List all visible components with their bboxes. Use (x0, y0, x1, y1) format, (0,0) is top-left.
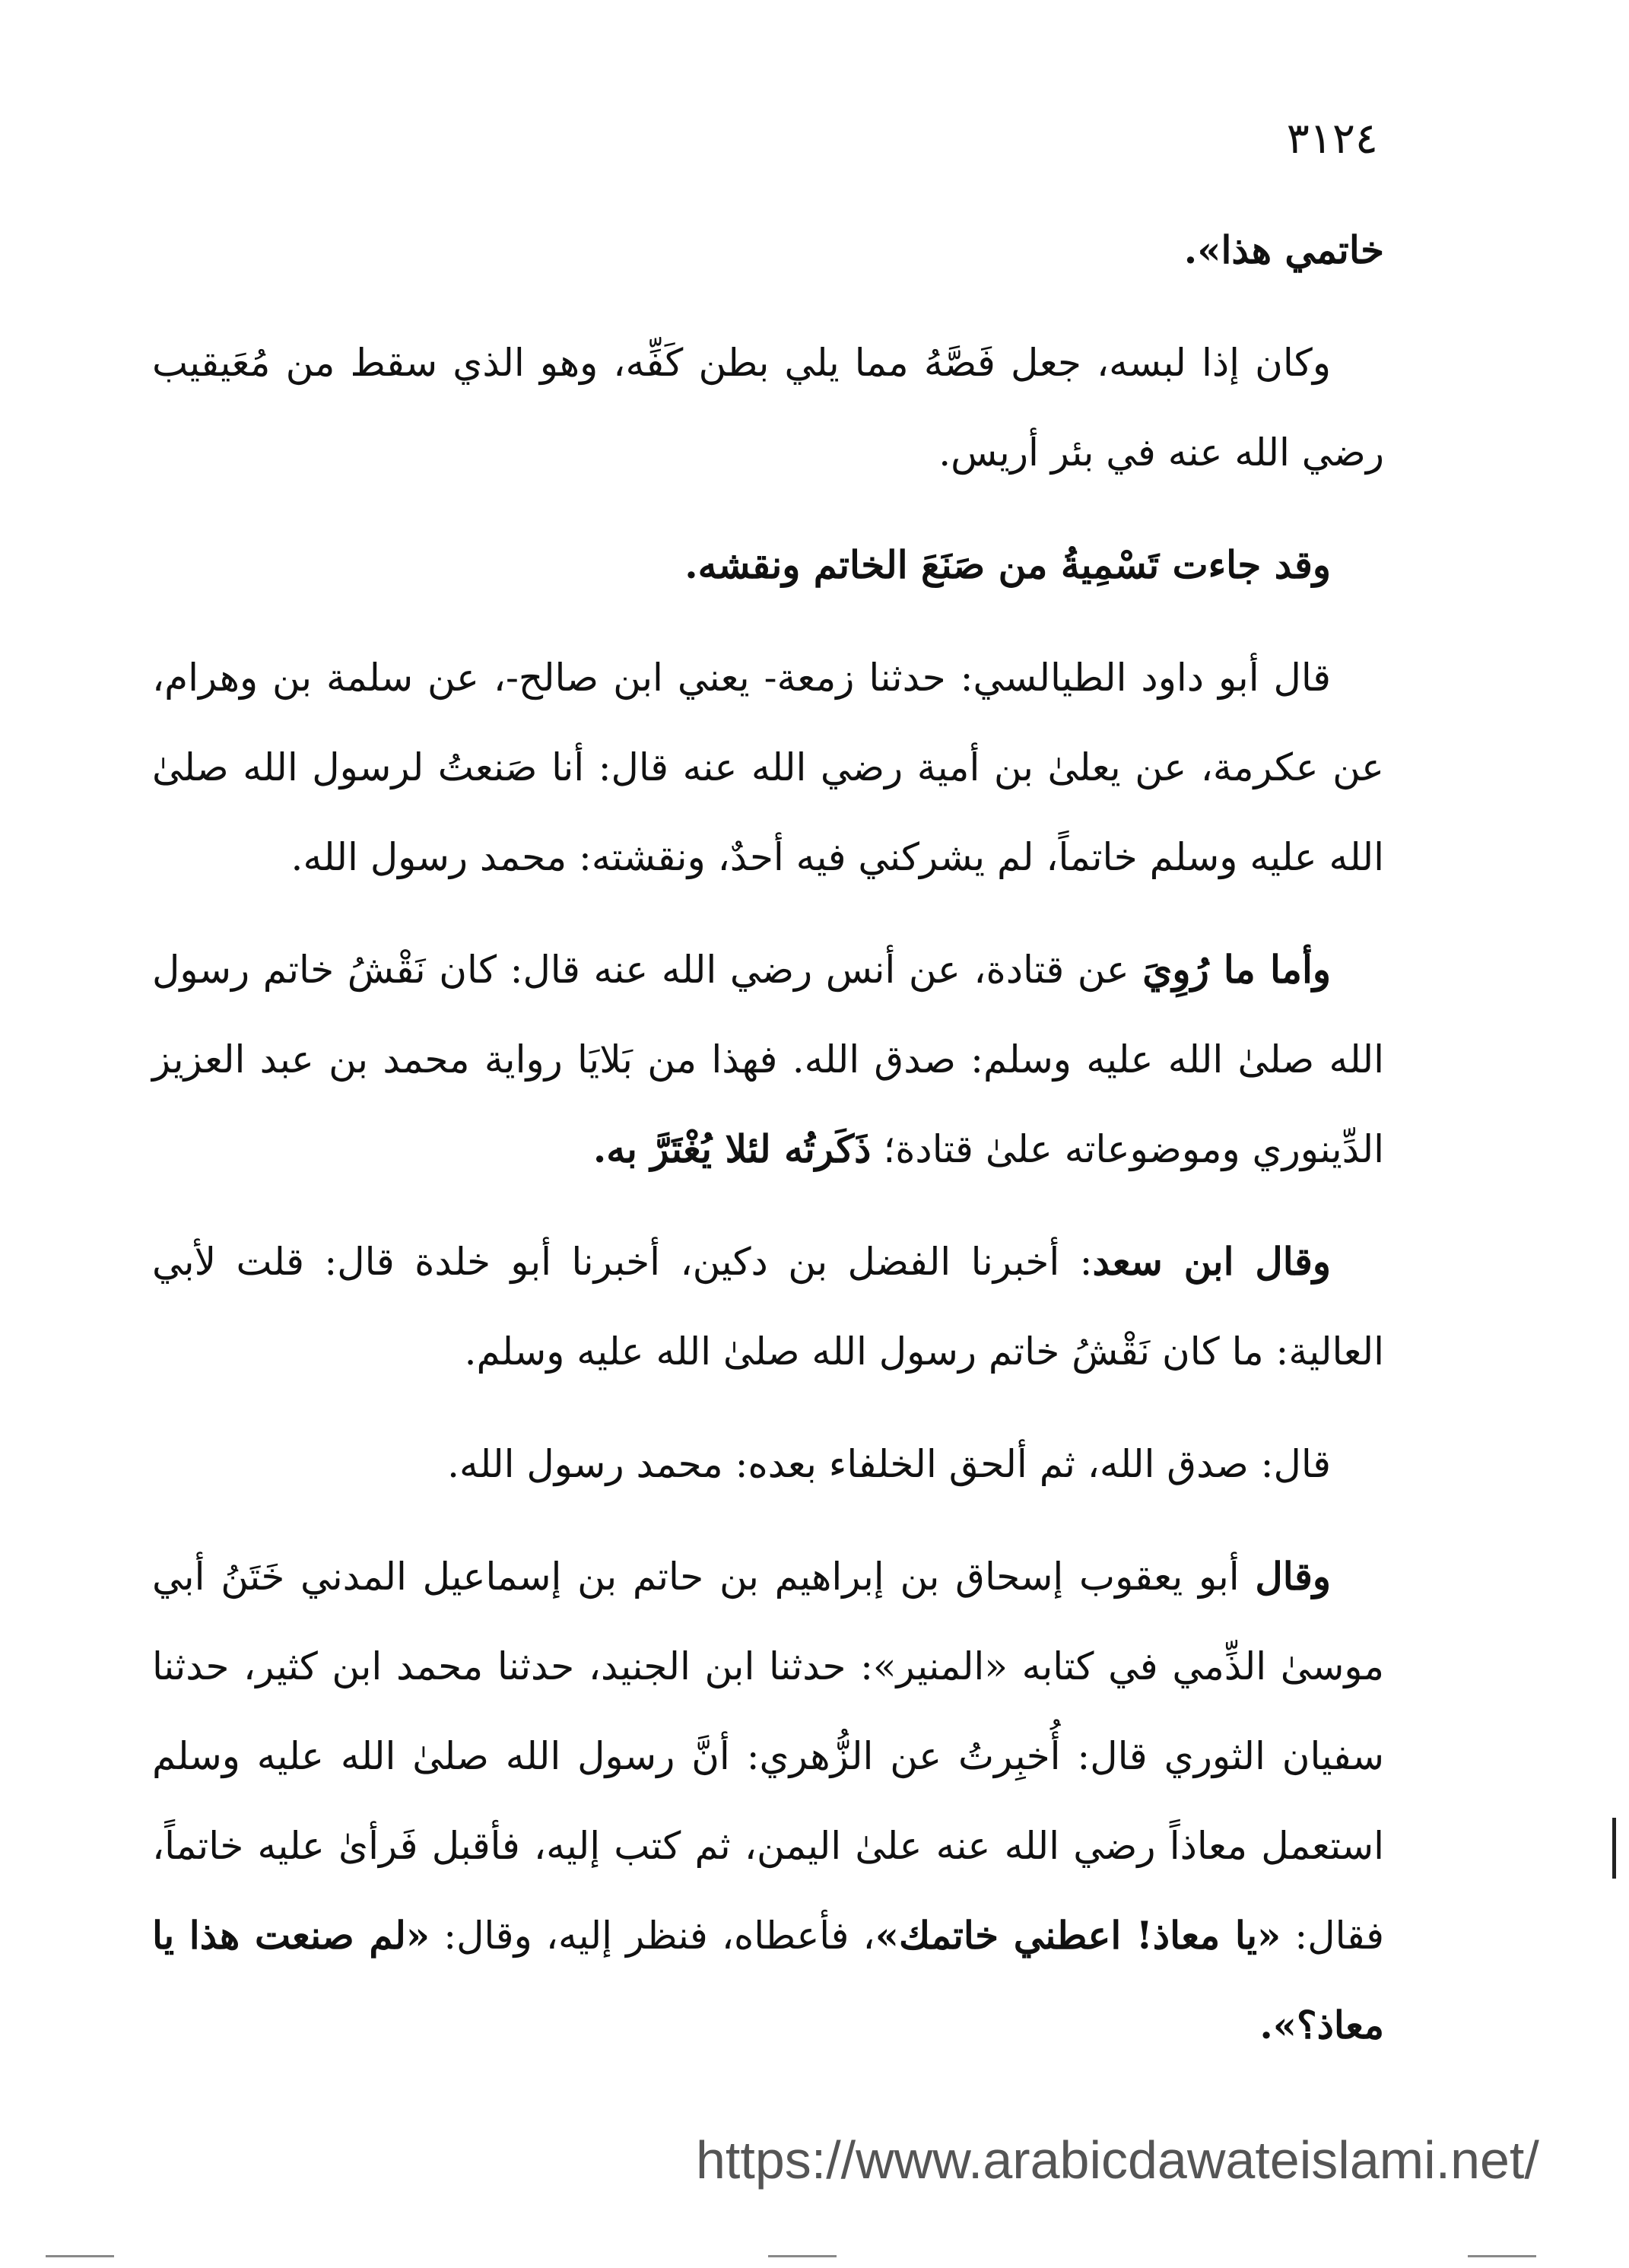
paragraph (152, 205, 1384, 295)
text-run: أبو يعقوب إسحاق بن إبراهيم بن حاتم بن إسماعيل المدني خَتَنُ أبي موسىٰ الذِّمي في كتابه «المنير»: حدثنا ابن الجنيد، حدثنا محمد ابن كثير، حدثنا سفيان الثوري قال: أُخبِرتُ عن الزُّهري: أنَّ رسول الله صلىٰ الله عليه وسلم استعمل معاذاً رضي الله عنه علىٰ اليمن، ثم كتب إليه، فأقبل فَرأىٰ عليه خاتماً، فقال: (152, 1555, 1385, 1958)
bold-text: خاتمي هذا». (1183, 227, 1384, 272)
bold-text: وأما ما رُوِيَ (1142, 947, 1332, 992)
bold-text: وقال ابن سعد (1092, 1239, 1331, 1284)
bold-text: وقد جاءت تَسْمِيةُ من صَنَعَ الخاتم ونقشه. (684, 542, 1331, 587)
footer-url: https://www.arabicdawateislami.net/ (696, 2130, 1539, 2190)
paragraph (152, 1532, 1384, 2070)
paragraph (152, 633, 1384, 902)
bottom-mark (1468, 2255, 1536, 2257)
text-run: ، فأعطاه، فنظر إليه، وقال: (430, 1914, 875, 1958)
paragraph (152, 318, 1384, 497)
paragraph (152, 925, 1384, 1194)
bold-text: «لم صنعت هذا يا معاذ؟». (152, 1913, 1384, 2047)
bottom-mark (768, 2255, 837, 2257)
text-run: قال (1259, 656, 1332, 700)
paragraph (152, 1217, 1384, 1396)
document-body (152, 205, 1384, 2093)
text-run: وكان إذا لبسه، جعل فَصَّهُ مما يلي بطن كَفِّه، وهو الذي سقط من مُعَيقيب رضي الله عنه في بئر أريس. (152, 341, 1384, 475)
paragraph (152, 520, 1384, 610)
bold-text: «يا معاذ! اعطني خاتمك» (875, 1913, 1281, 1958)
text-run: : أخبرنا الفضل بن دكين، أخبرنا أبو خلدة قال: قلت لأبي العالية: ما كان نَقْشُ خاتم رسول الله صلىٰ الله عليه وسلم. (152, 1240, 1384, 1374)
paragraph (152, 1419, 1384, 1509)
text-run: أبو داود الطيالسي: حدثنا زمعة- يعني ابن صالح-، عن سلمة بن وهرام، عن عكرمة، عن يعلىٰ بن أمية رضي الله عنه قال: أنا صَنعتُ لرسول الله صلىٰ الله عليه وسلم خاتماً، لم يشركني فيه أحدٌ، ونقشته: محمد رسول الله. (152, 656, 1384, 879)
margin-mark (1612, 1818, 1616, 1879)
text-run: عن قتادة، عن أنس رضي الله عنه قال: كان نَقْشُ خاتم رسول الله صلىٰ الله عليه وسلم: صدق الله. فهذا من بَلايَا رواية محمد بن عبد العزيز الدِّينوري وموضوعاته علىٰ قتادة؛ (152, 948, 1384, 1171)
bold-text: ذَكَرتُه لئلا يُغْتَرَّ به. (592, 1126, 872, 1171)
bottom-mark (46, 2255, 114, 2257)
page-number: ٣١٢٤ (1286, 114, 1378, 164)
bold-text: وقال (1255, 1554, 1331, 1599)
text-run: قال: صدق الله، ثم ألحق الخلفاء بعده: محمد رسول الله. (447, 1442, 1331, 1486)
